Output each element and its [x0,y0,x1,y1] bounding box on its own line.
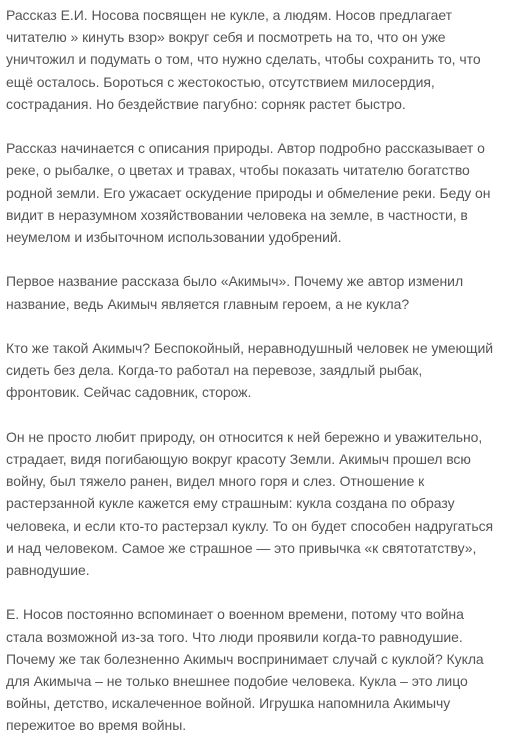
text-line: видит в неразумном хозяйствовании человека на земле, в частности, в [6,206,468,223]
paragraph-4 [6,337,510,404]
text-line: войны, детство, искалеченное войной. Игрушка напомнила Акимычу [6,695,451,712]
text-line: фронтовик. Сейчас садовник, сторож. [6,384,252,401]
text-line: Первое название рассказа было «Акимыч». Почему же автор изменил [6,273,464,290]
text-line: сидеть без дела. Когда-то работал на перевозе, заядлый рыбак, [6,362,423,379]
text-line: и над человеком. Самое же страшное — это привычка «к святотатству», [6,539,477,556]
text-line: реке, о рыбалке, о цветах и травах, чтобы показать читателю богатство [6,162,470,179]
text-line: неумелом и избыточном использовании удобрений. [6,229,342,246]
text-line: Он не просто любит природу, он относится к ней бережно и уважительно, [6,428,483,445]
text-line: читателю » кинуть взор» вокруг себя и посмотреть на то, что он уже [6,29,446,46]
text-line: для Акимыча – не только внешнее подобие человека. Кукла – это лицо [6,673,468,690]
article-text [6,4,510,737]
text-line: Рассказ Е.И. Носова посвящен не кукле, а людям. Носов предлагает [6,7,453,23]
text-line: ещё осталось. Бороться с жестокостью, отсутствием милосердия, [6,73,435,90]
paragraph-1 [6,4,510,115]
text-line: стала возможной из-за того. Что люди проявили когда-то равнодушие. [6,628,463,645]
text-line: равнодушие. [6,562,90,579]
paragraph-3 [6,270,510,314]
text-line: Рассказ начинается с описания природы. Автор подробно рассказывает о [6,140,485,157]
paragraph-2 [6,137,510,248]
text-line: человека, и если кто-то растерзал куклу. То он будет способен надругаться [6,517,494,534]
text-line: сострадания. Но бездействие пагубно: сорняк растет быстро. [6,95,406,112]
text-line: страдает, видя погибающую вокруг красоту Земли. Акимыч прошел всю [6,451,471,467]
paragraph-5 [6,426,510,581]
text-line: уничтожил и подумать о том, что нужно сделать, чтобы сохранить то, что [6,51,481,68]
paragraph-6 [6,603,510,736]
text-line: название, ведь Акимыч является главным героем, а не кукла? [6,295,410,312]
text-line: Е. Носов постоянно вспоминает о военном времени, потому что война [6,606,464,623]
text-line: родной земли. Его ужасает оскудение природы и обмеление реки. Беду он [6,184,491,201]
text-line: войну, был тяжело ранен, видел много горя и слез. Отношение к [6,473,425,490]
text-line: Почему же так болезненно Акимыч воспринимает случай с куклой? Кукла [6,650,484,667]
text-line: растерзанной кукле кажется ему страшным: кукла создана по образу [6,495,455,512]
text-line: пережитое во время войны. [6,717,187,734]
text-line: Кто же такой Акимыч? Беспокойный, неравнодушный человек не умеющий [6,340,493,356]
